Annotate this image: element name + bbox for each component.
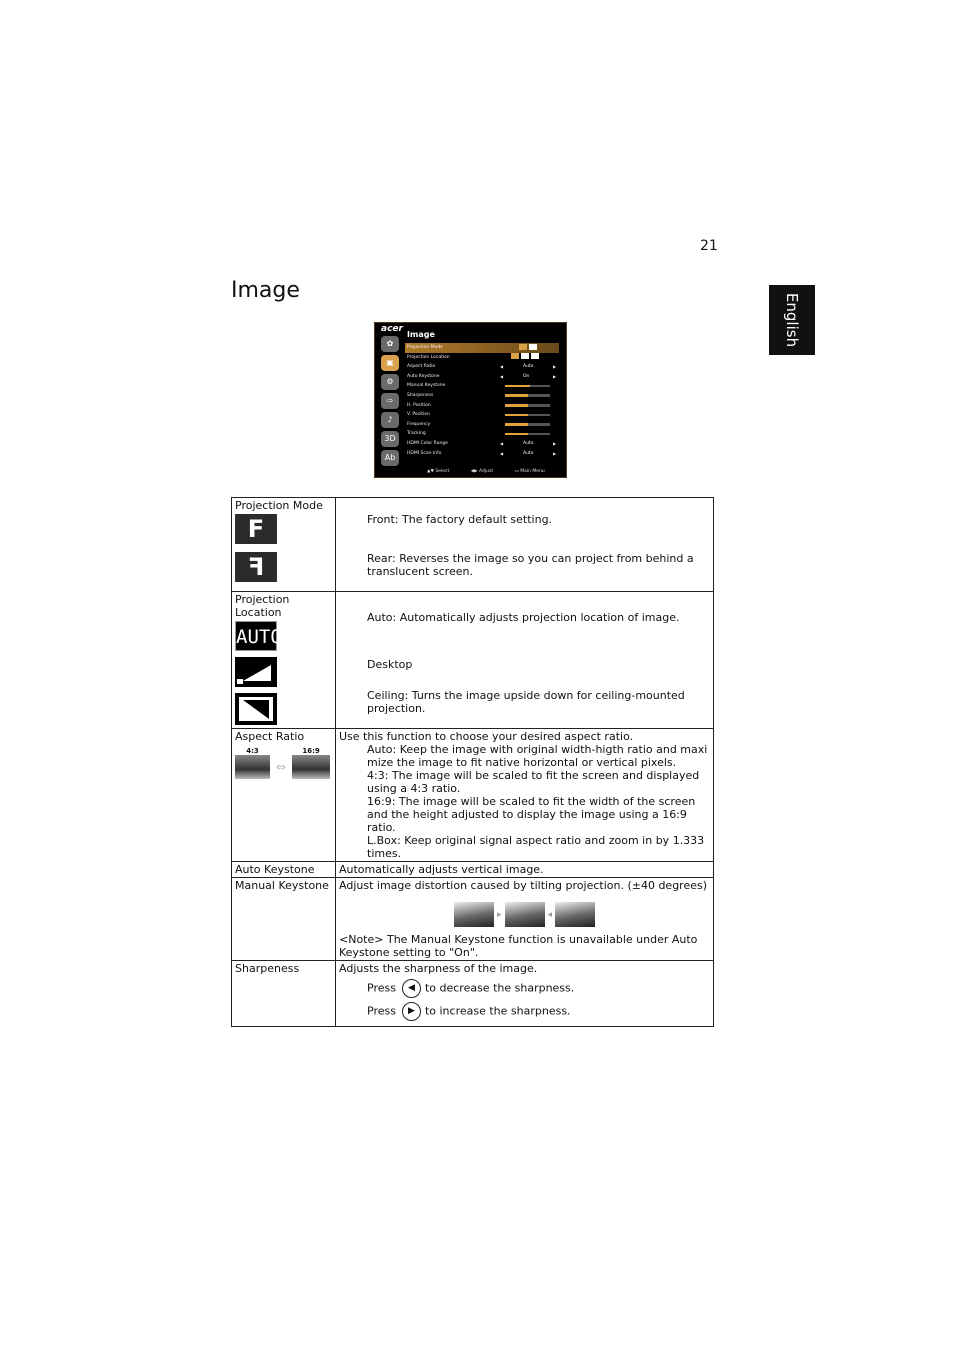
aspect-intro: Use this function to choose your desired aspect ratio. xyxy=(339,730,634,743)
aspect-16-9: 16:9: The image will be scaled to fit the width of the screen and the height adjusted to display the image using a 16:9 ratio. xyxy=(367,795,696,834)
osd-row: Tracking xyxy=(405,429,559,439)
table-row xyxy=(232,592,714,729)
aspect-4-3: 4:3: The image will be scaled to fit the screen and displayed using a 4:3 ratio. xyxy=(367,769,700,795)
palette-icon: ✿ xyxy=(381,336,399,352)
osd-footer-menu: ▭ Main Menu xyxy=(514,469,545,474)
auto-location-icon xyxy=(511,353,519,359)
manual-keystone-note: <Note> The Manual Keystone function is unavailable under Auto Keystone setting to "On". xyxy=(339,933,698,959)
keystone-thumb xyxy=(454,902,494,927)
desktop-icon xyxy=(235,657,277,687)
keystone-thumb xyxy=(505,902,545,927)
osd-row: Aspect Ratio ◀ Auto ▶ xyxy=(407,364,557,370)
volume-icon: ♪ xyxy=(381,412,399,428)
right-arrow-button-icon: ▶ xyxy=(402,1002,421,1021)
osd-row: Manual Keystone xyxy=(405,381,559,391)
osd-row: H. Position xyxy=(405,401,559,411)
osd-row: Auto Keystone ◀ On ▶ xyxy=(407,373,557,379)
arrow-right-icon: ▸ xyxy=(496,909,502,920)
desktop-description: Desktop xyxy=(367,658,413,671)
front-mode-icon xyxy=(519,344,527,350)
osd-row: Projection Mode xyxy=(405,343,559,353)
aspect-thumbnails xyxy=(235,747,332,779)
language-tab-label: English xyxy=(783,292,801,348)
front-mode-icon: F xyxy=(235,514,277,544)
image-icon: ▣ xyxy=(381,355,399,371)
aspect-lbox: L.Box: Keep original signal aspect ratio and zoom in by 1.333 times. xyxy=(367,834,705,860)
osd-sidebar xyxy=(379,333,401,469)
desktop-icon xyxy=(521,353,529,359)
osd-row: Frequency xyxy=(405,420,559,430)
thumb-4-3: 4:3 xyxy=(235,747,270,779)
table-row xyxy=(232,729,714,862)
3d-icon: 3D xyxy=(381,431,399,447)
osd-row: HDMI Color Range ◀ Auto ▶ xyxy=(407,440,557,446)
row-label: Auto Keystone xyxy=(232,862,336,878)
swap-arrow-icon: ⇔ xyxy=(276,760,287,774)
row-label: Projection Location xyxy=(235,593,290,619)
language-icon: Ab xyxy=(381,450,399,466)
ceiling-icon xyxy=(235,693,277,725)
row-label: Projection Mode xyxy=(235,499,323,512)
left-arrow-button-icon: ◀ xyxy=(402,979,421,998)
osd-menu-screenshot xyxy=(374,322,567,478)
row-label: Aspect Ratio xyxy=(235,730,305,743)
osd-row: V. Position xyxy=(405,410,559,420)
decrease-instruction: Press ◀ to decrease the sharpness. xyxy=(339,979,710,998)
osd-row: HDMI Scan Info ◀ Auto ▶ xyxy=(407,450,557,456)
gear-icon: ⚙ xyxy=(381,374,399,390)
sharpness-description: Adjusts the sharpness of the image. xyxy=(339,962,538,975)
language-tab xyxy=(769,285,815,355)
osd-heading: Image xyxy=(407,330,435,339)
page-number: 21 xyxy=(700,238,718,254)
auto-keystone-description: Automatically adjusts vertical image. xyxy=(336,862,714,878)
front-description: Front: The factory default setting. xyxy=(367,513,553,526)
rear-mode-icon: F xyxy=(235,552,277,582)
auto-location-description: Auto: Automatically adjusts projection location of image. xyxy=(367,611,680,624)
auto-location-icon: AUTO xyxy=(235,621,277,651)
rear-description: Rear: Reverses the image so you can project from behind a translucent screen. xyxy=(367,552,694,578)
table-row xyxy=(232,878,714,961)
osd-row: Sharpeness xyxy=(405,391,559,401)
keystone-thumbnails xyxy=(339,902,710,927)
image-settings-table xyxy=(231,497,714,1027)
row-label: Manual Keystone xyxy=(232,878,336,961)
input-icon: ⇨ xyxy=(381,393,399,409)
ceiling-description: Ceiling: Turns the image upside down for ceiling-mounted projection. xyxy=(367,689,685,715)
thumb-16-9: 16:9 xyxy=(292,747,330,779)
aspect-auto: Auto: Keep the image with original width-higth ratio and maxi mize the image to fit native horizontal or vertical pixels. xyxy=(367,743,708,769)
keystone-thumb xyxy=(555,902,595,927)
osd-rows xyxy=(405,343,559,458)
osd-footer xyxy=(427,469,567,474)
table-row xyxy=(232,862,714,878)
osd-footer-adjust: ◀▶ Adjust xyxy=(470,469,494,474)
rear-mode-icon xyxy=(529,344,537,350)
arrow-left-icon: ◂ xyxy=(547,909,553,920)
manual-keystone-description: Adjust image distortion caused by tilting projection. (±40 degrees) xyxy=(339,879,708,892)
osd-row: Projection Location xyxy=(405,353,559,363)
table-row xyxy=(232,961,714,1027)
table-row xyxy=(232,498,714,592)
page-title: Image xyxy=(231,278,300,303)
row-label: Sharpeness xyxy=(232,961,336,1027)
osd-footer-select: ▲▼ Select xyxy=(427,469,450,474)
increase-instruction: Press ▶ to increase the sharpness. xyxy=(339,1002,710,1021)
ceiling-icon xyxy=(531,353,539,359)
osd-brand-logo: acer xyxy=(381,324,403,334)
